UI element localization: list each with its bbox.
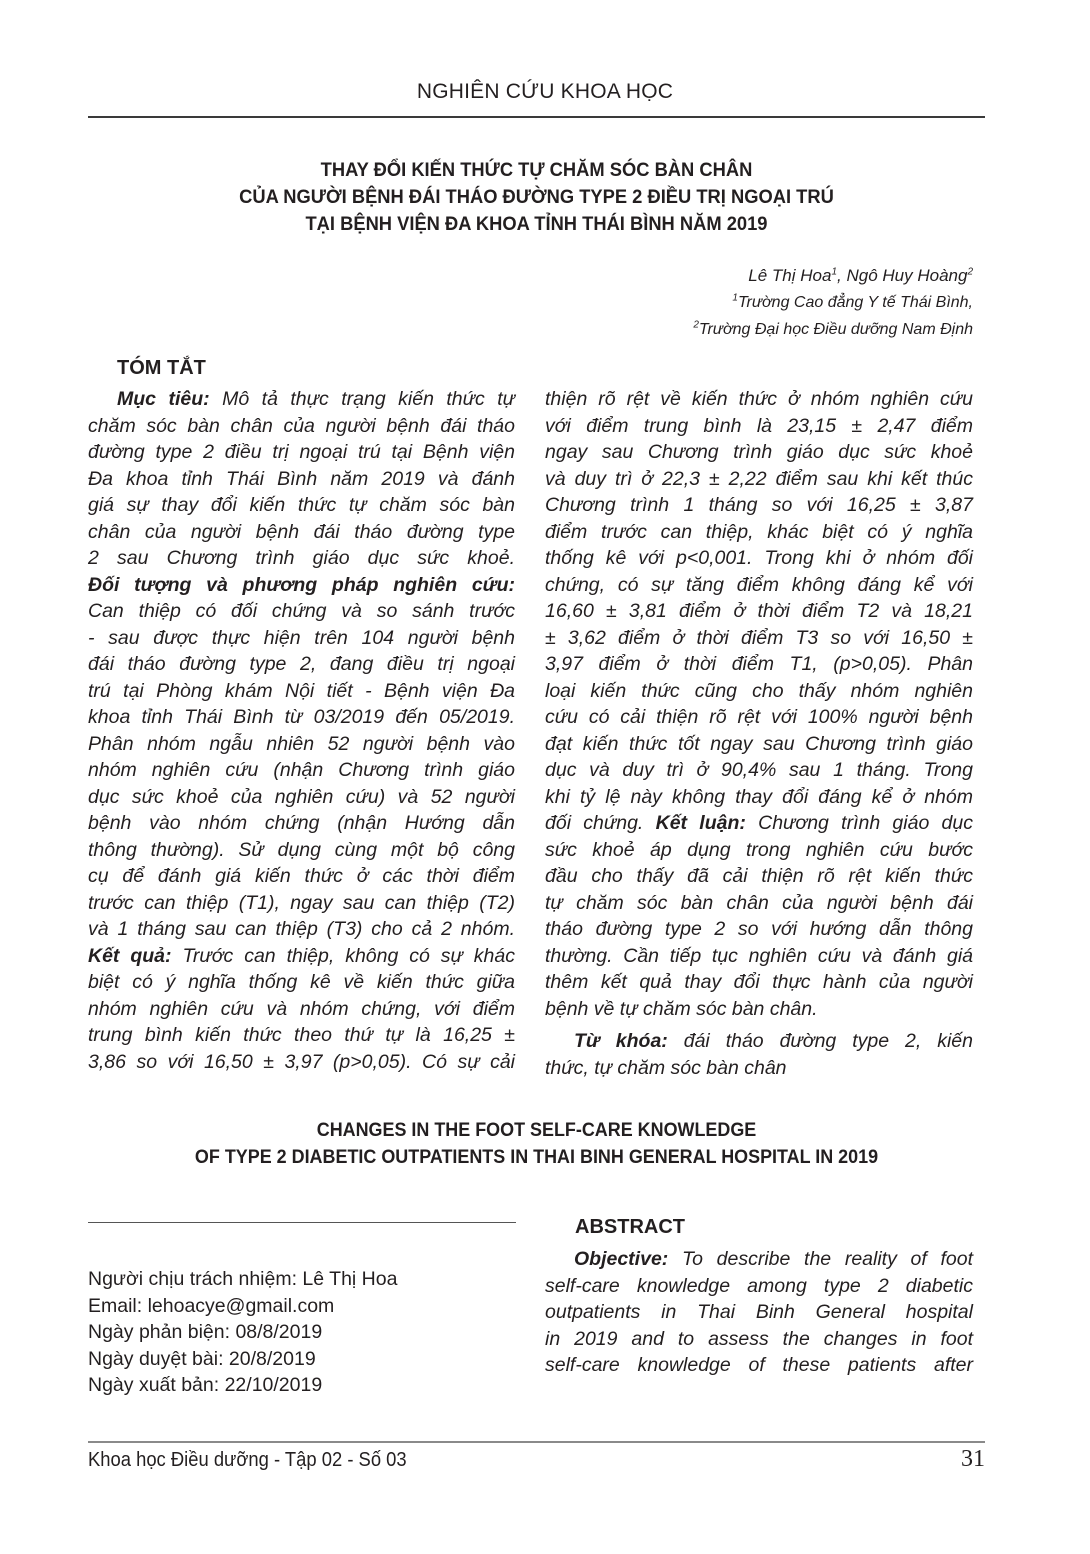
run-in-heading: Mục tiêu:: [117, 388, 210, 410]
line-text: - sau được thực hiện trên 104 người bệnh: [88, 626, 515, 649]
line-text: thức, tự chăm sóc bàn chân: [545, 1056, 787, 1079]
text-line: [545, 466, 973, 493]
line-text: đái tháo đường type 2, đang điều trị ngoại: [88, 653, 515, 675]
text-line: [88, 413, 515, 440]
title-line: CỦA NGƯỜI BỆNH ĐÁI THÁO ĐƯỜNG TYPE 2 ĐIỀU TRỊ NGOẠI TRÚ: [239, 186, 834, 208]
text-line: [545, 837, 973, 864]
text-line: [545, 943, 973, 970]
text-line: [88, 386, 515, 413]
text-line: [545, 1055, 973, 1082]
text-line: [545, 784, 973, 811]
line-text: giá sự thay đổi kiến thức tự chăm sóc bàn: [88, 494, 515, 516]
text-line: [88, 492, 515, 519]
line-text: Chương trình 1 tháng so với 16,25 ± 3,87: [545, 494, 973, 516]
text-line: [88, 810, 515, 837]
text-line: [88, 1049, 515, 1076]
text-line: [545, 969, 973, 996]
line-text: chứng, có sự tăng điểm không đáng kể với: [545, 573, 973, 596]
title-line: THAY ĐỔI KIẾN THỨC TỰ CHĂM SÓC BÀN CHÂN: [320, 159, 753, 181]
line-text: tự chăm sóc bàn chân của người bệnh đái: [545, 891, 973, 914]
text-line: [545, 519, 973, 546]
line-text: nhóm nghiên cứu và nhóm chứng, với điểm: [88, 997, 515, 1020]
line-text: biệt có ý nghĩa thống kê về kiến thức giữa: [88, 971, 515, 993]
line-text: thiện rõ rệt về kiến thức ở nhóm nghiên cứu: [545, 388, 973, 410]
line-text: bệnh về tự chăm sóc bàn chân.: [545, 997, 818, 1020]
text-line: [545, 757, 973, 784]
line-text: khoa tỉnh Thái Bình từ 03/2019 đến 05/2019.: [88, 706, 515, 728]
line-text: trước can thiệp (T1), ngay sau can thiệp (T2): [88, 891, 515, 914]
text-line: [545, 1299, 973, 1326]
text-line: [88, 863, 515, 890]
text-line: [545, 572, 973, 599]
abstract-column: [545, 1246, 973, 1379]
text-line: [545, 731, 973, 758]
line-text: chăm sóc bàn chân của người bệnh đái tháo: [88, 414, 515, 437]
line-text: thường. Cần tiếp tục nghiên cứu và đánh giá: [545, 944, 973, 967]
affiliation-line: [693, 316, 973, 343]
author-name: Lê Thị Hoa: [748, 266, 832, 285]
line-text: self-care knowledge among type 2 diabetic: [545, 1274, 973, 1297]
keywords: [545, 1028, 973, 1081]
text-line: [88, 996, 515, 1023]
text-line: [545, 890, 973, 917]
text-line: [545, 996, 973, 1023]
text-line: [545, 545, 973, 572]
line-text: Chương trình giáo dục: [745, 812, 974, 834]
header-rule: [88, 116, 985, 118]
text-line: [545, 1352, 973, 1379]
summary-right-column: [545, 386, 973, 1081]
line-text: trú tại Phòng khám Nội tiết - Bệnh viện Đa: [88, 679, 515, 702]
text-line: [88, 1022, 515, 1049]
title-line: OF TYPE 2 DIABETIC OUTPATIENTS IN THAI BINH GENERAL HOSPITAL IN 2019: [194, 1146, 879, 1168]
text-line: [545, 1326, 973, 1353]
line-text: To describe the reality of foot: [668, 1248, 973, 1270]
line-text: self-care knowledge of these patients after: [545, 1354, 973, 1376]
text-line: [545, 1273, 973, 1300]
line-text: Can thiệp có đối chứng và so sánh trước: [88, 600, 515, 622]
line-text: đái tháo đường type 2, kiến: [667, 1030, 973, 1052]
text-line: [545, 439, 973, 466]
text-line: [88, 572, 515, 599]
line-text: Phân nhóm ngẫu nhiên 52 người bệnh vào: [88, 732, 515, 755]
text-line: [88, 625, 515, 652]
text-line: [545, 598, 973, 625]
text-line: [88, 598, 515, 625]
title-line: TẠI BỆNH VIỆN ĐA KHOA TỈNH THÁI BÌNH NĂM 2019: [305, 213, 768, 235]
text-line: [545, 492, 973, 519]
line-text: nhóm nghiên cứu (nhận Chương trình giáo: [88, 759, 515, 781]
authors-block: [693, 262, 973, 343]
line-text: Đa khoa tỉnh Thái Bình năm 2019 và đánh: [88, 467, 515, 490]
text-line: [88, 439, 515, 466]
review-date: Ngày phản biện: 08/8/2019: [88, 1321, 323, 1343]
line-text: cứu có cải thiện rõ rệt với 100% người bệnh: [545, 706, 973, 728]
line-text: ± 3,62 điểm ở thời điểm T3 so với 16,50 ±: [545, 626, 973, 649]
line-text: Trước can thiệp, không có sự khác: [171, 944, 516, 967]
run-in-heading: Từ khóa:: [574, 1030, 668, 1052]
line-text: 3,97 điểm ở thời điểm T1, (p>0,05). Phân: [545, 653, 973, 675]
line-text: điểm trước can thiệp, khác biệt có ý nghĩa: [545, 520, 973, 543]
line-text: đối chứng.: [545, 812, 656, 834]
run-in-heading: Đối tượng và phương pháp nghiên cứu:: [88, 573, 515, 596]
line-text: thêm kết quả thay đổi thực hành của người: [545, 971, 973, 993]
article-title-en: [124, 1117, 949, 1171]
text-line: [88, 757, 515, 784]
text-line: [88, 651, 515, 678]
abstract-heading: ABSTRACT: [575, 1216, 685, 1238]
line-text: loại kiến thức cũng cho thấy nhóm nghiên: [545, 679, 973, 702]
text-line: [88, 943, 515, 970]
text-line: [88, 837, 515, 864]
running-head: NGHIÊN CỨU KHOA HỌC: [416, 80, 674, 103]
text-line: [545, 704, 973, 731]
text-line: [88, 890, 515, 917]
text-line: [88, 519, 515, 546]
text-line: [88, 545, 515, 572]
line-text: thông thường). Sử dụng cùng một bộ công: [88, 838, 515, 861]
article-title-vi: [115, 157, 958, 238]
approval-date: Ngày duyệt bài: 20/8/2019: [88, 1347, 316, 1370]
author-affil-mark: 1: [831, 266, 838, 278]
text-line: [88, 731, 515, 758]
text-line: [88, 678, 515, 705]
affiliation-line: [693, 289, 973, 316]
footer-rule: [88, 1441, 985, 1443]
text-line: [88, 466, 515, 493]
footnote-rule: [88, 1222, 516, 1223]
line-text: 2 sau Chương trình giáo dục sức khoẻ.: [88, 547, 515, 569]
text-line: [88, 969, 515, 996]
line-text: 3,86 so với 16,50 ± 3,97 (p>0,05). Có sự cải: [88, 1050, 515, 1073]
line-text: và 1 tháng sau can thiệp (T3) cho cả 2 nhóm.: [88, 918, 515, 940]
author-line: [693, 262, 973, 289]
line-text: bệnh vào nhóm chứng (nhận Hướng dẫn: [88, 812, 515, 834]
line-text: Mô tả thực trạng kiến thức tự: [209, 388, 515, 410]
title-line: CHANGES IN THE FOOT SELF-CARE KNOWLEDGE: [316, 1119, 757, 1141]
line-text: tháo đường type 2 so với hướng dẫn thông: [545, 918, 973, 940]
corresponding-author: Người chịu trách nhiệm: Lê Thị Hoa: [88, 1268, 398, 1290]
journal-name: Khoa học Điều dưỡng - Tập 02 - Số 03: [88, 1449, 407, 1471]
author-separator: ,: [837, 266, 847, 285]
line-text: cụ để đánh giá kiến thức ở các thời điểm: [88, 865, 515, 887]
text-line: [545, 863, 973, 890]
text-line: [545, 810, 973, 837]
line-text: outpatients in Thai Binh General hospital: [545, 1301, 973, 1323]
text-line: [88, 916, 515, 943]
line-text: thống kê với p<0,001. Trong khi ở nhóm đối: [545, 547, 973, 569]
text-line: [545, 1246, 973, 1273]
line-text: đường type 2 điều trị ngoại trú tại Bệnh viện: [88, 441, 515, 463]
text-line: [545, 413, 973, 440]
text-line: [545, 678, 973, 705]
line-text: chân của người bệnh đái tháo đường type: [88, 520, 515, 543]
affiliation: Trường Cao đẳng Y tế Thái Bình,: [737, 294, 973, 311]
line-text: trung bình kiến thức theo thứ tự là 16,25 ±: [88, 1024, 515, 1046]
text-line: [545, 916, 973, 943]
line-text: đầu cho thấy đã cải thiện rõ rệt kiến thức: [545, 865, 973, 887]
run-in-heading: Kết luận:: [655, 812, 746, 834]
line-text: dục sức khoẻ của nghiên cứu) và 52 người: [88, 785, 515, 808]
text-line: [545, 1028, 973, 1055]
line-text: sức khoẻ áp dụng trong nghiên cứu bước: [545, 838, 973, 861]
line-text: in 2019 and to assess the changes in foot: [545, 1327, 973, 1350]
line-text: dục và duy trì ở 90,4% sau 1 tháng. Trong: [545, 759, 973, 781]
correspondence-block: [88, 1266, 397, 1399]
line-text: đạt kiến thức tốt ngay sau Chương trình giáo: [545, 732, 973, 755]
line-text: ngay sau Chương trình giáo dục sức khoẻ: [545, 441, 973, 463]
line-text: với điểm trung bình là 23,15 ± 2,47 điểm: [545, 414, 973, 437]
author-name: Ngô Huy Hoàng: [846, 266, 968, 285]
line-text: 16,60 ± 3,81 điểm ở thời điểm T2 và 18,21: [545, 600, 973, 622]
text-line: [88, 784, 515, 811]
affiliation-mark: 1: [732, 292, 738, 304]
summary-left-column: [88, 386, 515, 1075]
author-affil-mark: 2: [967, 266, 973, 278]
publication-date: Ngày xuất bản: 22/10/2019: [88, 1374, 323, 1396]
line-text: và duy trì ở 22,3 ± 2,22 điểm sau khi kết thúc: [545, 467, 973, 490]
page-number: 31: [961, 1446, 985, 1472]
summary-heading: TÓM TẮT: [117, 357, 206, 379]
text-line: [545, 625, 973, 652]
run-in-heading: Objective:: [574, 1248, 669, 1270]
run-in-heading: Kết quả:: [88, 944, 172, 967]
email: Email: lehoacye@gmail.com: [88, 1294, 335, 1317]
text-line: [545, 651, 973, 678]
affiliation: Trường Đại học Điều dưỡng Nam Định: [698, 321, 973, 338]
text-line: [88, 704, 515, 731]
affiliation-mark: 2: [693, 319, 699, 331]
line-text: khi tỷ lệ này không thay đổi đáng kể ở nhóm: [545, 785, 973, 808]
text-line: [545, 386, 973, 413]
